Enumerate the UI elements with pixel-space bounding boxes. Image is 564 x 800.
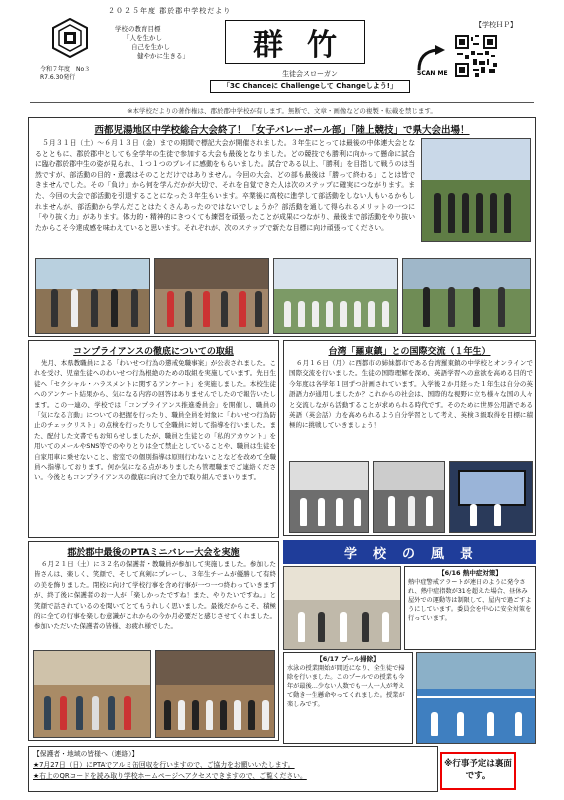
education-goal <box>115 25 189 61</box>
school-newsletter-label: ２０２５年度 郡於郡中学校だより <box>108 7 232 15</box>
slogan-text: 「3C Chanceに Challengeして Changeしよう!」 <box>210 80 410 93</box>
international-exchange-article <box>283 340 536 536</box>
exchange-photo <box>289 461 369 533</box>
exchange-photo <box>373 461 445 533</box>
qr-code-icon[interactable] <box>455 35 497 77</box>
tennis-team-photo <box>402 258 531 334</box>
article-title: 郡於郡中最後のPTAミニバレー大会を実施 <box>67 548 240 558</box>
copyright-notice: ※本学校だよりの著作権は、郡於郡中学校が有します。無断で、文章・画像などの複製・転載を禁じます。 <box>127 107 437 115</box>
education-goal-line: 「人を生かし <box>123 34 162 42</box>
caption-body: 熱中症警戒アラートが連日のように発令され、熱中症指数が31を超えた場合、昼休み屋外での運動等は制限して、屋内で過ごすようにしています。委員会を中心に安全対策を行っています。 <box>408 579 532 622</box>
pool-cleaning-photo <box>416 652 536 744</box>
compliance-article <box>28 340 279 538</box>
caption-title: 【6/16 熱中症対策】 <box>438 569 502 577</box>
notice-item: ★7月27日（日）にPTAでアルミ缶回収を行いますので、ご協力をお願いいたします。 <box>33 761 295 769</box>
heatstroke-caption <box>404 566 536 650</box>
slogan-label: 生徒会スローガン <box>282 70 338 78</box>
notice-heading: 【保護者・地域の皆様へ（連絡）】 <box>33 750 139 758</box>
pta-group-photo <box>155 650 275 738</box>
back-page-note: ※行事予定は裏面です。 <box>440 752 516 790</box>
issue-number: 令和７年度 No３ <box>40 66 91 73</box>
online-screen-photo <box>449 461 533 533</box>
education-goal-title: 学校の教育目標 <box>115 25 161 33</box>
parent-notice-box <box>28 746 438 792</box>
article-body: ６月１６日（月）に西都市の姉妹都市である台湾羅東鎮の中学校とオンラインで国際交流を行いました。生徒の国際理解を深め、英語学習への意欲を高める目的で今年度は各学年１回ずつ計画されています。入学後２か月経った１年生は自分の英語語力が通用しましたか？これからの社会は、国際的な視野に立ち様々な国の人々と交流しながら活動することが求められる時代です。そのために世界公用語である英語（英会話）力を高められるよう自分学習として考え、英検３級取得を目標に積極的に挑戦していきましょう！ <box>289 359 533 430</box>
issue-info <box>40 66 90 82</box>
article-title: コンプライアンスの徹底についての取組 <box>73 347 234 357</box>
pool-cleaning-caption <box>283 652 413 744</box>
student-slogan <box>210 70 410 93</box>
athletics-photo <box>35 258 150 334</box>
article-title: 台湾「羅東鎮」との国際交流（１年生） <box>328 347 491 357</box>
caption-title: 【6/17 プール掃除】 <box>316 655 380 663</box>
school-emblem-icon <box>50 18 90 58</box>
school-hp-label: 【学校ＨＰ】 <box>475 21 517 29</box>
baseball-team-photo <box>273 258 398 334</box>
school-scenes-banner: 学校の風景 <box>283 540 536 564</box>
sports-tournament-article <box>28 117 536 337</box>
newsletter-title: 群竹 <box>225 20 365 64</box>
notice-item: ★右上のQRコードを読み取り学校ホームページへアクセスできますので、ご覧ください。 <box>33 772 307 780</box>
article-body: ６月２１日（土）に３２名の保護者・教職員が参加して実施しました。参加した皆さんは、楽しく、笑顔で、そして真剣にプレーし、３年生チームが優勝して有終の美を飾りました。閉校に向けて学校行事を含め行事が一つ一つ終わっていきますが、終了後に保護者のお一人が「楽しかったですね！また、やりたいですね。」と笑顔で話されているのを聞いてとてもうれしく思いました。最後だからこそ、積極的に全ての行事を楽しむ意識がこれからの今か月必要だと感じさせてくれました。参加いただいた保護者の皆様、お疲れ様でした。 <box>34 560 276 631</box>
caption-body: 水泳の授業開始が間近になり、全生徒で掃除を行いました。このプールでの授業も今年が最後…少ない人数でも一人一人が考えて動き一生懸命やってくれました。授業が楽しみです。 <box>287 665 405 708</box>
education-goal-line: 自己を生かし <box>131 43 170 51</box>
scan-me-label: SCAN ME <box>417 70 448 76</box>
header-divider <box>30 102 534 103</box>
volleyball-team-photo <box>421 138 531 242</box>
classroom-photo <box>283 566 401 650</box>
article-body: ５月３１日（土）～６月１３日（金）までの期間で標記大会が開催されました。３年生にとっては最後の中体連大会となるとともに、郡於郡中としても全学年の生徒で参加する大会も最後となりました。どの競技でも勝利に向かって懸命に試合に臨む郡於郡中生の姿が見られ、１つ１つのプレイに感動をもらいました。試合である以上、「勝利」を目指して戦うのは当然ですが、部活動の目的・意義はそのことだけではありません。今回の大会、どの部も最後は「勝って終わる」ことは皆できませんでした。その「負け」から何を学んだかが大切で、それを自覚できた人は次のステップに確実につながります。また、今回の大会で部活動を引退することになった３年生もいます。卒業後に高校に進学して部活動をしない人もいるかもしれませんが、部活動から学んだことはたくさんあったのではないでしょうか？部活動を通して得られるメリットの一つに「やり抜く力」があります。体力的・精神的にきつくても練習を頑張ったことが成果につながり、最後まで部活動をやり抜いたからこそ今達成感を味わえていると思います。それぞれが、次のステップで新たな目標に向け頑張ってください。 <box>35 139 415 232</box>
pta-volleyball-article <box>28 541 279 741</box>
scan-me-arrow-icon <box>415 44 453 76</box>
pta-group-photo <box>33 650 151 738</box>
article-title: 西都児湯地区中学校総合大会終了！「女子バレーボール部」「陸上競技」で県大会出場！ <box>94 125 470 136</box>
education-goal-line: 健やかに生きる」 <box>137 52 189 60</box>
gym-team-photo <box>154 258 269 334</box>
issue-date: R7.6.30発行 <box>40 74 76 81</box>
article-body: 先月、本県教職員による「わいせつ行為の懲戒免職事案」が公表されました。これを受け、児童生徒へのわいせつ行為根絶のための取組を実施しています。先日生徒へ「セクシャル・ハラスメントに関するアンケート」を実施しました。本校生徒へのアンケート結果から、気になる内容の回答はありませんでしたので報告いたします。この一連の、学校では「コンプライアンス推進委員会」を開催し、職員の「気になる言動」についての把握を行ったり、職員全員を対象に「わいせつ行為防止のチェックリスト」の点検を行ったりして全職員に対して指導を行いました。また、配付した文書でもお知らせしましたが、職員と生徒との「私的アカウント」を用いてのメールやSNS等でのやりとりは全て禁止としていることや、職員は生徒を自家用車に乗せないこと、密室での個別指導は原則行わないことなどを改めて全職員へ指導しております。何か気になる点がありましたら管理職までご連絡ください。今後ともコンプライアンスの徹底に向けて全力で取り組んでまいります。 <box>34 359 276 482</box>
